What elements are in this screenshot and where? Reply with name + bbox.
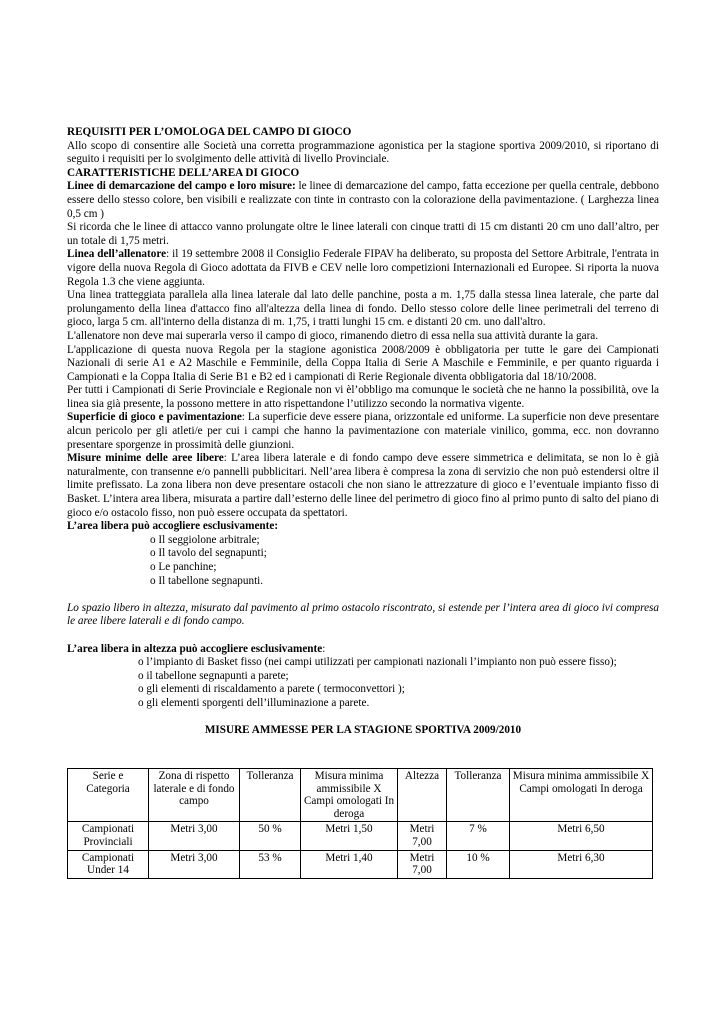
linee-label: Linee di demarcazione del campo e loro misure:: [67, 180, 296, 193]
table-header-cell: Tolleranza: [447, 769, 510, 822]
spacer: [67, 588, 659, 602]
section-title: CARATTERISTICHE DELL’AREA DI GIOCO: [67, 166, 300, 179]
table-cell: Metri 3,00: [149, 822, 240, 850]
intro-paragraph: Allo scopo di consentire alle Società una corretta programmazione agonistica per la stagione sportiva 2009/2010, si riportano di seguito i requisiti per lo svolgimento delle attività di livello Provinciale.: [67, 139, 659, 166]
table-cell: Metri 7,00: [398, 822, 447, 850]
superficie-text: : La superficie deve essere piana, orizzontale ed uniforme. La superficie non deve presentare alcun pericolo per gli atleti/e per cui i campi che hanno la pavimentazione con materiale vinilico, gomma, ecc. non dovranno presentare sporgenze in prossimità delle giunzioni.: [67, 411, 659, 451]
list-item: o il tabellone segnapunti a parete;: [138, 669, 289, 682]
list-item: o Il tavolo del segnapunti;: [150, 547, 267, 560]
area-altezza-list: [138, 656, 659, 710]
list-item: o gli elementi di riscaldamento a parete ( termoconvettori );: [138, 683, 405, 696]
area-altezza-heading: [67, 643, 659, 657]
table-cell: 50 %: [240, 822, 301, 850]
table-cell: Metri 3,00: [149, 850, 240, 878]
allenatore-p1: Una linea tratteggiata parallela alla linea laterale dal lato delle panchine, posta a m. 1,75 dalla stessa linea laterale, che parte dal prolungamento della linea d'attacco fino all'altezza della linea di fondo. Dello stesso colore delle linee perimetrali del terreno di gioco, larga 5 cm. all'interno della distanza di m. 1,75, i tratti lunghi 15 cm. e distanti 20 cm. uno dall'altro.: [67, 289, 659, 329]
area-libera-colon: :: [274, 520, 279, 533]
area-altezza-label: L’area libera in altezza può accogliere esclusivamente: [67, 642, 323, 655]
list-item: o Il seggiolone arbitrale;: [150, 533, 260, 546]
table-title: MISURE AMMESSE PER LA STAGIONE SPORTIVA 2009/2010: [204, 723, 522, 736]
table-cell: 53 %: [240, 850, 301, 878]
table-header-cell: Tolleranza: [240, 769, 301, 822]
misure-paragraph: [67, 452, 659, 520]
table-cell: Campionati Provinciali: [68, 822, 149, 850]
allenatore-p4: Per tutti i Campionati di Serie Provinciale e Regionale non vi èl’obbligo ma comunque le società che ne hanno la possibilità, ove la linea sia già presente, la possono mettere in atto rispettandone l’utilizzo secondo la normativa vigente.: [67, 384, 659, 410]
area-libera-heading: [67, 520, 659, 534]
spazio-altezza-paragraph: Lo spazio libero in altezza, misurato dal pavimento al primo ostacolo riscontrato, si estende per l’intera area di gioco ivi compresa le aree libere laterali e di fondo campo.: [67, 601, 659, 628]
table-header-cell: Zona di rispetto laterale e di fondo campo: [149, 769, 240, 822]
allenatore-p2: L'allenatore non deve mai superarla verso il campo di gioco, rimanendo dietro di essa nella sua attività durante la gara.: [67, 329, 599, 342]
misure-text: : L’area libera laterale e di fondo campo deve essere simmetrica e delimitata, se non lo è già naturalmente, con transenne e/o pannelli pubblicitari. Nell’area libera è compresa la zona di servizio che non può estendersi oltre il limite prefissato. La zona libera non deve presentare ostacoli che non siano le attrezzature di gioco e l’eventuale impianto fisso di Basket. L’intera area libera, misurata a partire dall’esterno delle linee del perimetro di gioco fino al primo punto di salto del piano di gioco e/o ostacolo fisso, non può essere occupata da spettatori.: [67, 452, 659, 519]
list-item: o Le panchine;: [150, 561, 217, 573]
allenatore-text: : il 19 settembre 2008 il Consiglio Federale FIPAV ha deliberato, su proposta del Settore Arbitrale, l'entrata in vigore della nuova Regola di Gioco adottata da FIVB e CEV nelle loro competizioni Internazionali ed Europee. Si riporta la nuova Regola 1.3 che viene aggiunta.: [67, 248, 659, 288]
document-page: [67, 126, 659, 737]
table-cell: Metri 6,50: [510, 822, 653, 850]
table-cell: Metri 7,00: [398, 850, 447, 878]
superficie-paragraph: [67, 411, 659, 452]
table-cell: Metri 6,30: [510, 850, 653, 878]
allenatore-p3: L'applicazione di questa nuova Regola per la stagione agonistica 2008/2009 è obbligatoria per tutte le gare dei Campionati Nazionali di serie A1 e A2 Maschile e Femminile, della Coppa Italia di Serie A Maschile e Femminile, e per quanto riguarda i Campionati e la Coppa Italia di Serie B1 e B2 ed i campionati di Rerie Regionale diventa obbligatoria dal 18/10/2008.: [67, 343, 659, 383]
allenatore-label: Linea dell’allenatore: [67, 248, 167, 261]
table-header-cell: Serie e Categoria: [68, 769, 149, 822]
list-item: o Il tabellone segnapunti.: [150, 574, 264, 587]
area-libera-list: [150, 534, 659, 588]
table-header-row: [68, 769, 653, 822]
linee-text: le linee di demarcazione del campo, fatta eccezione per quella centrale, debbono essere dello stesso colore, ben visibili e realizzate con tinte in contrasto con la colorazione della pavimentazione. ( Larghezza linea 0,5 cm ): [67, 180, 659, 220]
spacer: [67, 629, 659, 643]
table-cell: Metri 1,50: [301, 822, 398, 850]
table-header-cell: Misura minima ammissibile X Campi omologati In deroga: [301, 769, 398, 822]
list-item: o gli elementi sporgenti dell’illuminazione a parete.: [138, 696, 370, 709]
table-cell: 10 %: [447, 850, 510, 878]
allenatore-paragraph: [67, 248, 659, 289]
table-row: [68, 850, 653, 878]
linee-paragraph: [67, 180, 659, 221]
measures-table: [67, 768, 653, 879]
document-title: REQUISITI PER L’OMOLOGA DEL CAMPO DI GIOCO: [67, 126, 352, 138]
area-libera-label: L’area libera può accogliere esclusivamente: [67, 520, 275, 533]
table-header-cell: Altezza: [398, 769, 447, 822]
table-header-cell: Misura minima ammissibile X Campi omologati In deroga: [510, 769, 653, 822]
attacco-paragraph: Si ricorda che le linee di attacco vanno prolungate oltre le linee laterali con cinque tratti di 15 cm distanti 20 cm uno dall’altro, per un totale di 1,75 metri.: [67, 221, 659, 247]
spacer: [67, 711, 659, 720]
table-cell: Campionati Under 14: [68, 850, 149, 878]
superficie-label: Superficie di gioco e pavimentazione: [67, 411, 242, 424]
misure-label: Misure minime delle aree libere: [67, 452, 224, 465]
table-cell: Metri 1,40: [301, 850, 398, 878]
area-altezza-colon: :: [322, 642, 326, 655]
list-item: o l’impianto di Basket fisso (nei campi utilizzati per campionati nazionali l’impianto non può essere fisso);: [138, 656, 617, 669]
table-row: [68, 822, 653, 850]
table-cell: 7 %: [447, 822, 510, 850]
